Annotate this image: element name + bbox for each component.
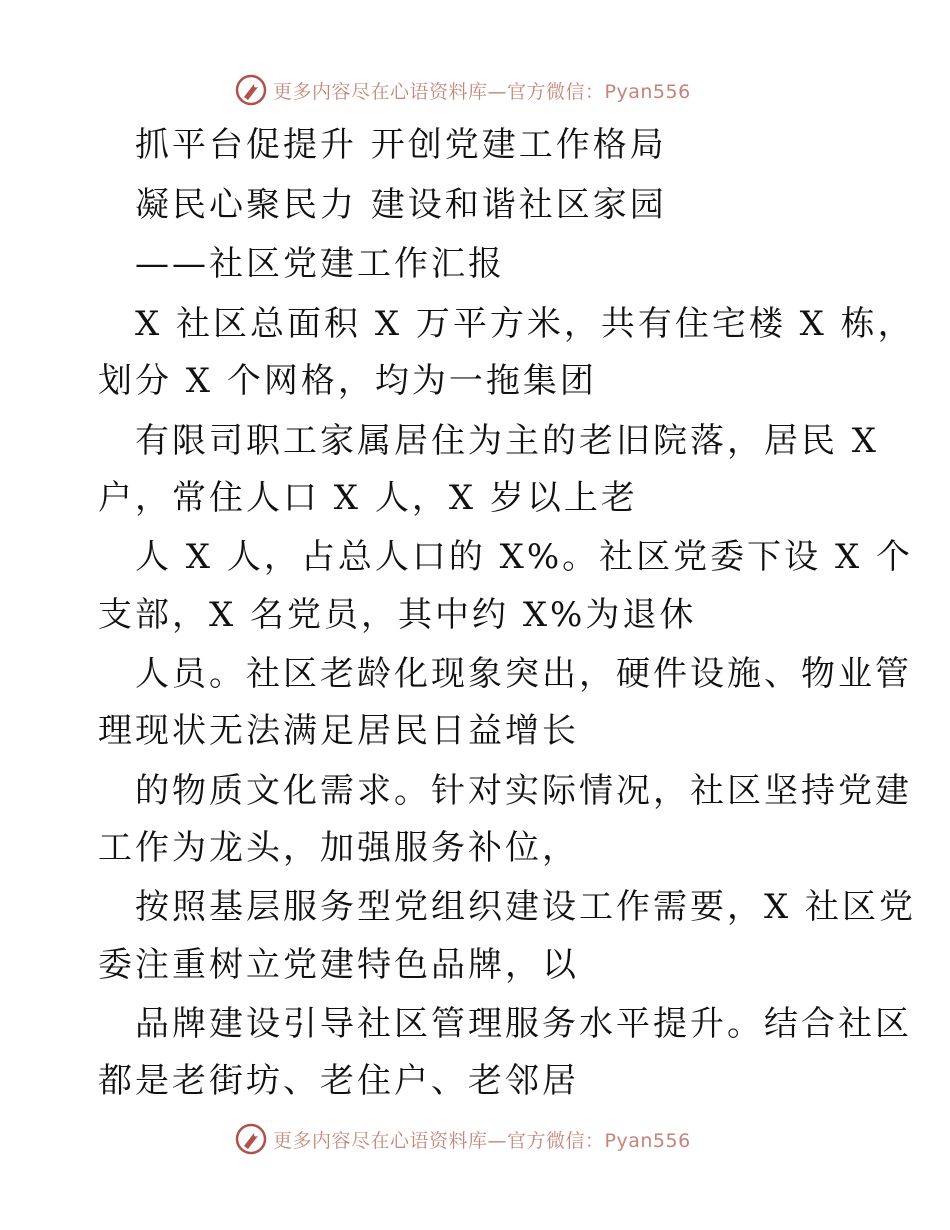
paragraph-line: 工作为龙头，加强服务补位，	[98, 828, 579, 868]
paragraph-line: 人 X 人，占总人口的 X%。社区党委下设 X 个	[135, 537, 913, 577]
paragraph-line: 有限司职工家属居住为主的老旧院落，居民 X	[135, 421, 880, 461]
title-line-1: 抓平台促提升 开创党建工作格局	[135, 125, 667, 165]
paragraph-line: 都是老街坊、老住户、老邻居	[98, 1061, 579, 1101]
paragraph-line: 理现状无法满足居民日益增长	[98, 711, 579, 751]
paragraph-line: 人员。社区老龄化现象突出，硬件设施、物业管	[135, 654, 912, 694]
title-line-2: 凝民心聚民力 建设和谐社区家园	[135, 185, 667, 225]
paragraph-line: X 社区总面积 X 万平方米，共有住宅楼 X 栋，	[135, 304, 915, 344]
paragraph-line: 按照基层服务型党组织建设工作需要，X 社区党	[135, 887, 917, 927]
header-watermark-text: 更多内容尽在心语资料库—官方微信：Pyan556	[273, 80, 691, 103]
paragraph-line: 划分 X 个网格，均为一拖集团	[98, 361, 597, 401]
paragraph-line: 户，常住人口 X 人，X 岁以上老	[98, 478, 638, 518]
paragraph-line: 品牌建设引导社区管理服务水平提升。结合社区	[135, 1004, 912, 1044]
paragraph-line: 支部，X 名党员，其中约 X%为退休	[98, 595, 697, 635]
paragraph-line: 的物质文化需求。针对实际情况，社区坚持党建	[135, 771, 912, 811]
footer-watermark-text: 更多内容尽在心语资料库—官方微信：Pyan556	[273, 1129, 691, 1152]
footer-watermark-banner	[235, 1122, 691, 1156]
subtitle-line: ——社区党建工作汇报	[135, 244, 505, 284]
pen-nib-seal-icon	[235, 1123, 267, 1155]
paragraph-line: 委注重树立党建特色品牌，以	[98, 945, 579, 985]
